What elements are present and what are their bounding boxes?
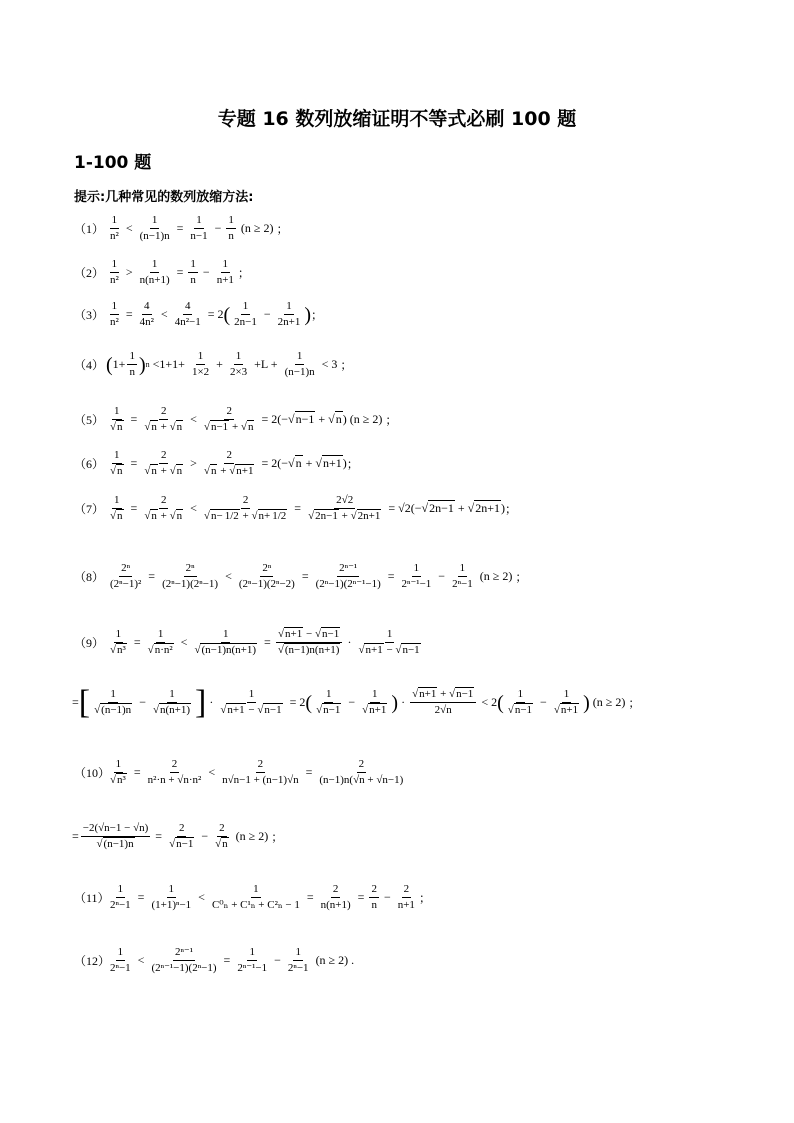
fraction: 1 √ n³	[108, 628, 129, 657]
fraction: $\frac{\text{2ⁿ}}{\text{(2ⁿ−1)(2ⁿ−2)}}$	[238, 562, 295, 590]
formula-label: （7）	[74, 502, 105, 516]
fraction: $\frac{\text{2ⁿ}}{\text{(2ⁿ−1)²}}$	[110, 562, 142, 590]
fraction: 1 √ (n−1)n(n+1)	[192, 628, 259, 657]
fraction: 2 √ n	[213, 822, 231, 851]
fraction: 1 √ n+1	[552, 688, 581, 717]
formula-label: （6）	[74, 457, 105, 471]
hint-line: 提示:几种常见的数列放缩方法:	[74, 190, 254, 205]
fraction: 1 √ n−1	[314, 688, 343, 717]
fraction: 2 √ n + √ n	[142, 494, 185, 523]
fraction: 2 √ n + √ n+1	[202, 449, 257, 478]
section-heading: 1-100 题	[74, 153, 152, 173]
fraction: 1 √ n−1	[506, 688, 535, 717]
formula-9-continued: = [ 1 √ (n−1)n − 1 √ n(n+1) ] · 1 √ n+1 − √ n−1 = 2 ( 1 √ n−1 − 1 √ n+1 ) · √ $\frac{n+1 + √ n-1}{2√n}$ < 2 ( 1 √ n−1 − 1 √ n+1 ) (n ≥ 2) ；	[72, 688, 640, 717]
fraction: $\frac{1}{n+1}$	[216, 258, 234, 286]
fraction: $\frac{\text{2ⁿ⁻¹}}{\text{(2ⁿ⁻¹−1)(2ⁿ−1)}}$	[151, 946, 217, 974]
formula-12: （12） $\frac{1}{\text{2ⁿ−1}}$ < $\frac{\text{2ⁿ⁻¹}}{\text{(2ⁿ⁻¹−1)(2ⁿ−1)}}$ = $\frac{1}{\text{2ⁿ⁻¹−1}}$ − $\frac{1}{\text{2ⁿ−1}}$ (n ≥ 2) .	[74, 946, 355, 974]
formula-1: （1） $\frac{1}{\text{n²}}$ < $\frac{1}{(n-1)n}$ = $\frac{1}{n-1}$ − $\frac{1}{n}$ (n ≥ 2) ；	[74, 214, 289, 242]
fraction: $\frac{1}{(n-1)n}$	[284, 350, 315, 378]
fraction: 1 √ n·n²	[146, 628, 176, 657]
formula-4: （4） ( 1+ $\frac{1}{n}$ ) n <1+1+ $\frac{1}{1\times 2}$ + $\frac{1}{2\times 3}$ +L + $\frac{1}{(n-1)n}$ < 3 ；	[74, 350, 353, 378]
formula-9: （9） 1 √ n³ = 1 √ n·n² < 1 √ (n−1)n(n+1) = √ n+1 − √ n−1 √ (n−1)n(n+1) · 1 √ n+1 − √ n−1	[74, 628, 425, 657]
formula-6: （6） 1 √ n = 2 √ n + √ n > 2 √ n + √ n+1 = 2(− √ n + √ n+1 ) ；	[74, 449, 359, 478]
page-title: 专题 16 数列放缩证明不等式必刷 100 题	[217, 108, 577, 130]
formula-label: （11）	[74, 891, 110, 905]
fraction: 1 √ n(n+1)	[151, 688, 193, 717]
fraction: 1 √ n+1 − √ n−1	[356, 628, 422, 657]
fraction: −2(√n−1 − √n) √ (n−1)n	[81, 822, 151, 851]
formula-10: （10） 1 √ n³ = $\frac{2}{\text{n²·n + √n·n²}}$ < $\frac{2}{n√n-1 + (n-1)√n}$ = $\frac{2}{(n-1)n(√n + √n-1)}$	[74, 758, 407, 787]
fraction: 2 √ n− 1/2 + √ n+ 1/2	[202, 494, 289, 523]
formula-5: （5） 1 √ n = 2 √ n + √ n < 2 √ n−1 + √ n = 2(− √ n−1 + √ n ) (n ≥ 2) ；	[74, 405, 397, 434]
formula-label: （9）	[74, 636, 105, 650]
fraction: 1 √ n	[108, 494, 126, 523]
formula-label: （8）	[74, 570, 105, 584]
formula-11: （11） $\frac{1}{\text{2ⁿ−1}}$ = $\frac{1}{\text{(1+1)ⁿ−1}}$ < $\frac{1}{\text{C⁰ₙ + C¹ₙ + C²ₙ − 1}}$ = $\frac{2}{n(n+1)}$ = $\frac{2}{n}$ − $\frac{2}{n+1}$ ；	[74, 883, 431, 911]
fraction: 2 √ n−1	[167, 822, 196, 851]
fraction: 1 √ n+1	[360, 688, 389, 717]
fraction: $\frac{1}{n(n+1)}$	[139, 258, 170, 286]
formula-label: （3）	[74, 308, 105, 322]
formula-label: （12）	[74, 954, 111, 968]
fraction: $\frac{1}{\text{C⁰ₙ + C¹ₙ + C²ₙ − 1}}$	[211, 883, 300, 911]
fraction: $\frac{1}{\text{2ⁿ−1}}$	[110, 946, 131, 974]
fraction: √ $\frac{n+1 + √ n-1}{2√n}$	[410, 688, 476, 717]
fraction: $\frac{1}{n-1}$	[190, 214, 208, 242]
fraction: $\frac{1}{\text{2ⁿ⁻¹−1}}$	[401, 562, 432, 590]
fraction: $\frac{1}{\text{2ⁿ−1}}$	[110, 883, 131, 911]
fraction: $\frac{1}{\text{n²}}$	[110, 214, 119, 242]
fraction: $\frac{2}{n+1}$	[397, 883, 415, 911]
fraction: 1 √ n³	[108, 758, 129, 787]
formula-10-continued: = −2(√n−1 − √n) √ (n−1)n = 2 √ n−1 − 2 √ n (n ≥ 2) ；	[72, 822, 283, 851]
formula-label: （10）	[74, 766, 111, 780]
fraction: $\frac{1}{(n-1)n}$	[139, 214, 170, 242]
fraction: $\frac{1}{2n-1}$	[234, 300, 257, 328]
fraction: $\frac{1}{\text{n²}}$	[110, 258, 119, 286]
formula-label: （1）	[74, 222, 105, 236]
fraction: 1 √ n	[108, 405, 126, 434]
fraction: $\frac{\text{2ⁿ⁻¹}}{\text{(2ⁿ−1)(2ⁿ⁻¹−1)}}$	[315, 562, 381, 590]
fraction: $\frac{2}{n√n-1 + (n-1)√n}$	[222, 758, 299, 786]
fraction: 2 √ n + √ n	[142, 449, 185, 478]
fraction: $\frac{1}{2n+1}$	[277, 300, 301, 328]
fraction: $\frac{2}{n(n+1)}$	[320, 883, 351, 911]
formula-label: （2）	[74, 266, 105, 280]
formula-2: （2） $\frac{1}{\text{n²}}$ > $\frac{1}{n(n+1)}$ = $\frac{1}{n}$ − $\frac{1}{n+1}$ ；	[74, 258, 250, 286]
fraction: $\frac{1}{1\times 2}$	[191, 350, 210, 378]
fraction: $\frac{1}{2\times 3}$	[229, 350, 248, 378]
fraction: $\frac{1}{\text{n²}}$	[110, 300, 119, 328]
fraction: $\frac{2}{n}$	[371, 883, 377, 911]
fraction: $\frac{1}{\text{2ⁿ⁻¹−1}}$	[237, 946, 268, 974]
formula-label: （4）	[74, 358, 105, 372]
fraction: 1 √ (n−1)n	[92, 688, 134, 717]
formula-label: （5）	[74, 413, 105, 427]
fraction: $\frac{1}{n}$	[190, 258, 196, 286]
fraction: 2 √ n + √ n	[142, 405, 185, 434]
formula-7: （7） 1 √ n = 2 √ n + √ n < 2 √ n− 1/2 + √ n+ 1/2 = 2√2 √ 2n−1 + √ 2n+1 = √2(− √ 2n−1 + √ 2n+1 ) ；	[74, 494, 517, 523]
fraction: 1 √ n	[108, 449, 126, 478]
fraction: $\frac{4}{\text{4n²−1}}$	[174, 300, 201, 328]
fraction: $\frac{1}{n}$	[228, 214, 234, 242]
fraction: $\frac{1}{n}$	[129, 350, 135, 378]
fraction: √ n+1 − √ n−1 √ (n−1)n(n+1)	[276, 628, 343, 657]
fraction: 1 √ n+1 − √ n−1	[218, 688, 284, 717]
fraction: $\frac{2}{(n-1)n(√n + √n-1)}$	[319, 758, 404, 786]
fraction: $\frac{2}{\text{n²·n + √n·n²}}$	[147, 758, 202, 786]
fraction: $\frac{4}{\text{4n²}}$	[139, 300, 154, 328]
fraction: 2 √ n−1 + √ n	[202, 405, 257, 434]
fraction: 2√2 √ 2n−1 + √ 2n+1	[306, 494, 383, 523]
fraction: $\frac{1}{\text{2ⁿ−1}}$	[287, 946, 309, 974]
formula-8: （8） $\frac{\text{2ⁿ}}{\text{(2ⁿ−1)²}}$ = $\frac{\text{2ⁿ}}{\text{(2ⁿ−1)(2ⁿ−1)}}$ < $\frac{\text{2ⁿ}}{\text{(2ⁿ−1)(2ⁿ−2)}}$ = $\frac{\text{2ⁿ⁻¹}}{\text{(2ⁿ−1)(2ⁿ⁻¹−1)}}$ = $\frac{1}{\text{2ⁿ⁻¹−1}}$ − $\frac{1}{\text{2ⁿ−1}}$ (n ≥ 2) ；	[74, 562, 528, 590]
fraction: $\frac{1}{\text{(1+1)ⁿ−1}}$	[151, 883, 192, 911]
fraction: $\frac{\text{2ⁿ}}{\text{(2ⁿ−1)(2ⁿ−1)}}$	[162, 562, 219, 590]
formula-3: （3） $\frac{1}{\text{n²}}$ = $\frac{4}{\text{4n²}}$ < $\frac{4}{\text{4n²−1}}$ = 2 ( $\frac{1}{2n-1}$ − $\frac{1}{2n+1}$ ) ；	[74, 300, 324, 328]
fraction: $\frac{1}{\text{2ⁿ−1}}$	[452, 562, 473, 590]
